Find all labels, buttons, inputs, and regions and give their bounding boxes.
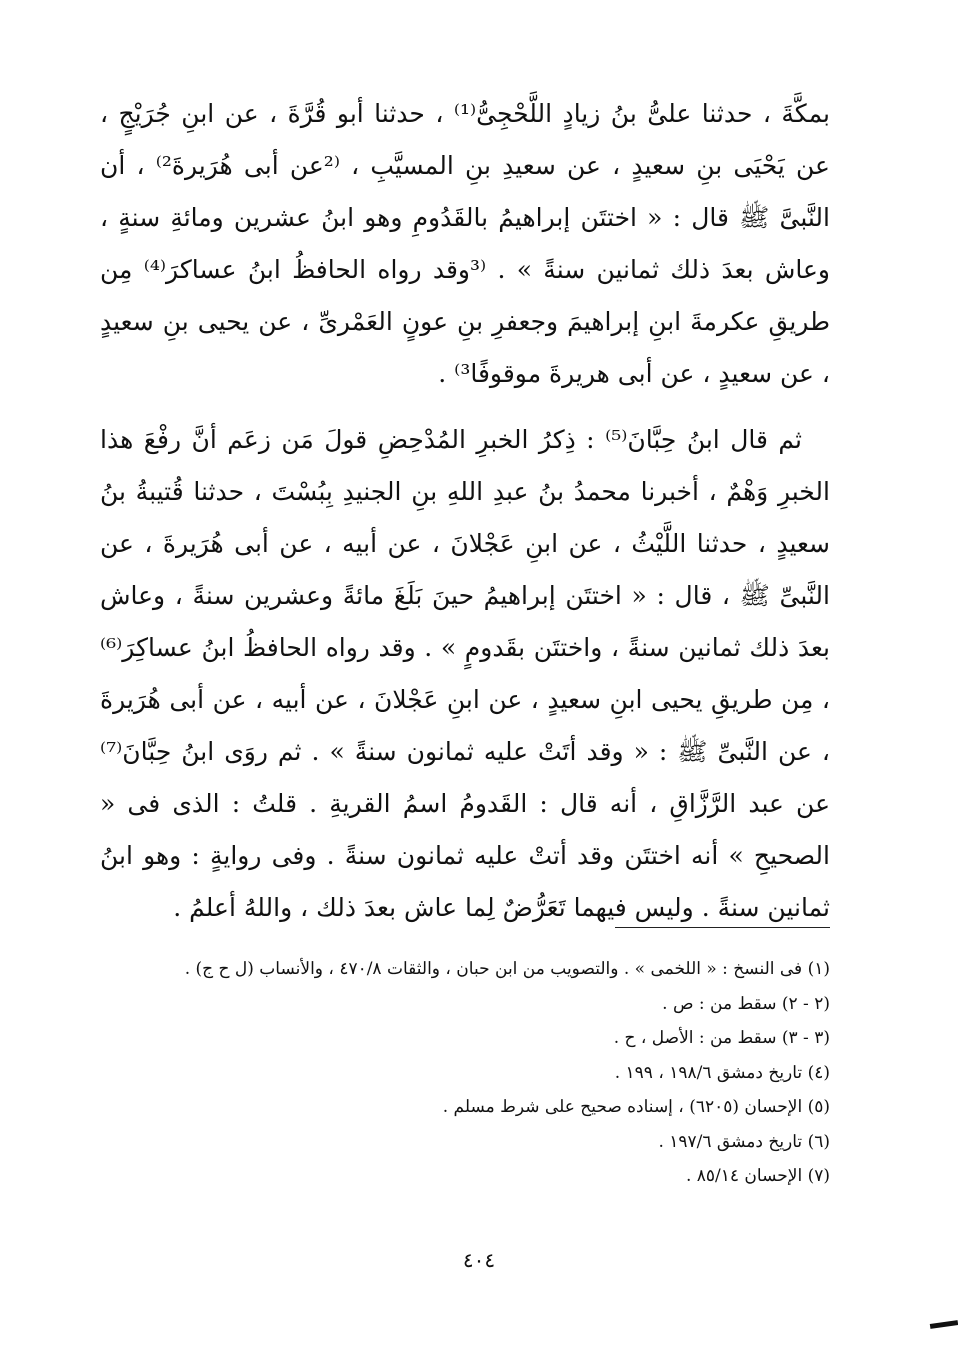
paragraph-2: ثم قال ابنُ حِبَّانَ⁽⁵⁾ : ذِكرُ الخبرِ المُدْحِضِ قولَ مَن زعَم أنَّ رفْعَ هذا الخبرِ وَهْمٌ ، أخبرنا محمدُ بنُ عبدِ اللهِ بنِ الجنيدِ بِبُسْتَ ، حدثنا قُتيبةُ بنُ سعيدٍ ، حدثنا اللَّيْثُ ، عن ابنِ عَجْلانَ ، عن أبيه ، عن أبى هُرَيرةَ ، عن النَّبىِّ ﷺ ، قال : « اختتَن إبراهيمُ حينَ بَلَغَ مائةً وعشرين سنةً ، وعاش بعدَ ذلك ثمانين سنةً ، واختتَن بقَدومٍ » . وقد رواه الحافظُ ابنُ عساكِرَ⁽⁶⁾ ، مِن طريقِ يحيى ابنِ سعيدٍ ، عن ابنِ عَجْلانَ ، عن أبيه ، عن أبى هُرَيرةَ ، عن النَّبىِّ ﷺ : « وقد أتَتْ عليه ثمانون سنةً » . ثم روَى ابنُ حِبَّانَ⁽⁷⁾ عن عبد الرَّزَّاقِ ، أنه قال : القَدومُ اسمُ القريةِ . قلتُ : الذى فى « الصحيحِ » أنه اختتَن وقد أتتْ عليه ثمانون سنةً . وفى روايةٍ : وهو ابنُ ثمانين سنةً . وليس فيهما تَعَرُّضٌ لِما عاش بعدَ ذلك ، واللهُ أعلمُ . <box>100 425 830 922</box>
footnote-3: (٣ - ٣) سقط من : الأصل ، ح . <box>613 1028 830 1048</box>
scan-edge-mark <box>930 1320 958 1329</box>
footnote-7: (٧) الإحسان ٨٥/١٤ . <box>685 1166 830 1186</box>
footnote-separator <box>615 927 830 928</box>
footnote-1: (١) فى النسخ : « اللخمى » . والتصويب من ابن حبان ، والثقات ٤٧٠/٨ ، والأنساب (ل ح ج) . <box>184 959 830 979</box>
main-text <box>100 88 830 934</box>
footnote-5: (٥) الإحسان (٦٢٠٥) ، إسناده صحيح على شرط مسلم . <box>442 1097 830 1117</box>
footnote-2: (٢ - ٢) سقط من : ص . <box>662 993 830 1014</box>
footnotes-list <box>100 952 830 1194</box>
footnote-6: (٦) تاريخ دمشق ١٩٧/٦ . <box>658 1131 830 1152</box>
page-number: ٤٠٤ <box>462 1248 496 1272</box>
footnote-4: (٤) تاريخ دمشق ١٩٨/٦ ، ١٩٩ . <box>614 1062 830 1083</box>
paragraph-1: بمكَّةَ ، حدثنا علىُّ بنُ زيادٍ اللَّحْجِىُّ⁽¹⁾ ، حدثنا أبو قُرَّةَ ، عن ابنِ جُرَيْجٍ ، عن يَحْيَى بنِ سعيدٍ ، عن سعيدِ بنِ المسيَّبِ ، ⁽²عن أبى هُرَيرةَ²⁾ ، أن النَّبىَّ ﷺ قال : « اختتَن إبراهيمُ بالقَدُومِ وهو ابنُ عشرين ومائةِ سنةٍ ، وعاش بعدَ ذلك ثمانين سنةً » . ⁽³وقد رواه الحافظُ ابنُ عساكرَ⁽⁴⁾ مِن طريقِ عكرمةَ ابنِ إبراهيمَ وجعفرِ بنِ عونٍ العَمْرىِّ ، عن يحيى بنِ سعيدٍ ، عن سعيدٍ ، عن أبى هريرةَ موقوفًا³⁾ . <box>100 99 830 388</box>
